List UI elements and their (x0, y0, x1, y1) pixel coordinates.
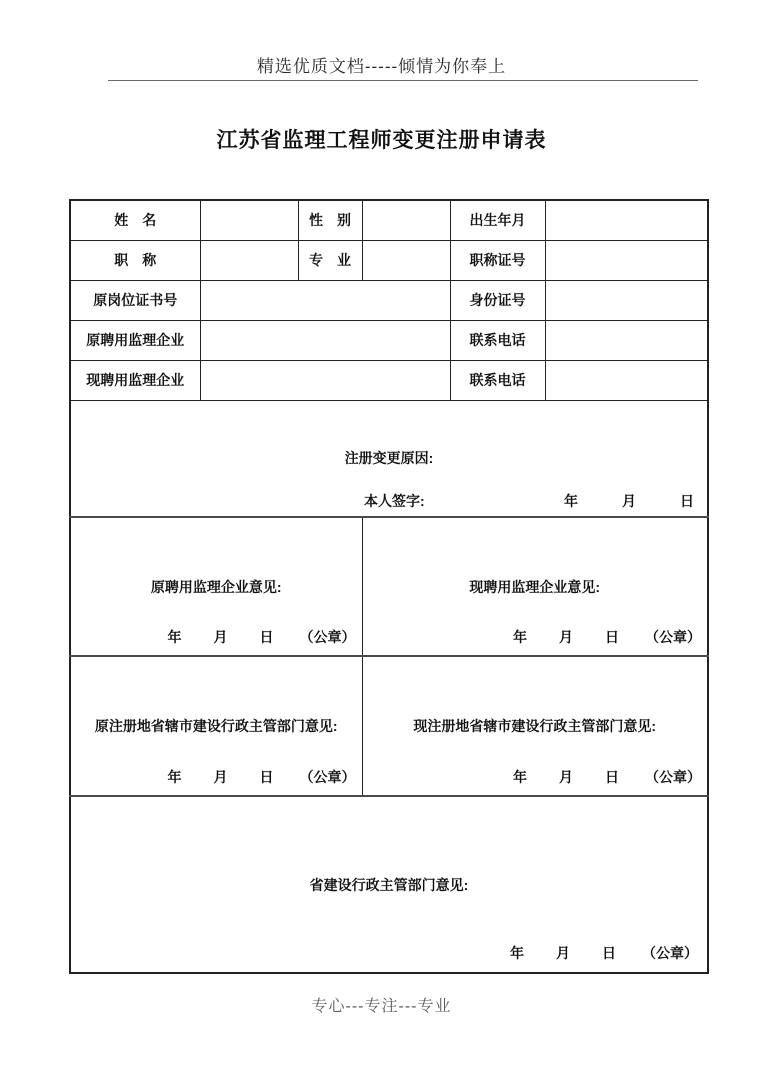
current-employer-phone-value-cell (545, 360, 708, 400)
major-label: 专 业 (298, 240, 362, 280)
row-employer-opinions (70, 517, 708, 656)
signature-label: 本人签字: (364, 493, 425, 509)
name-label: 姓 名 (70, 200, 200, 240)
row-city-authority-opinions (70, 656, 708, 796)
original-city-authority-date-line (168, 767, 356, 787)
current-employer-label: 现聘用监理企业 (70, 360, 200, 400)
row-original-employer (70, 320, 708, 360)
month-label: 月 (213, 769, 228, 785)
seal-label: （公章） (299, 769, 356, 785)
month-label: 月 (559, 629, 573, 645)
birthdate-label: 出生年月 (450, 200, 545, 240)
title-cert-number-value-cell (545, 240, 708, 280)
site-footer-text: 专心---专注---专业 (311, 998, 452, 1015)
seal-label: （公章） (645, 629, 701, 645)
year-label: 年 (513, 769, 527, 785)
id-number-value-cell (545, 280, 708, 320)
day-label: 日 (605, 769, 619, 785)
application-form-table (69, 199, 709, 974)
day-label: 日 (259, 629, 274, 645)
header-divider-line (108, 80, 698, 81)
year-label: 年 (167, 769, 182, 785)
row-name-gender-birth (70, 200, 708, 240)
current-employer-value-cell (200, 360, 450, 400)
day-label: 日 (602, 945, 616, 961)
current-employer-date-line (513, 627, 701, 647)
gender-label: 性 别 (298, 200, 362, 240)
original-post-cert-value-cell (200, 280, 450, 320)
original-employer-phone-value-cell (545, 320, 708, 360)
day-label: 日 (259, 769, 274, 785)
page-title: 江苏省监理工程师变更注册申请表 (216, 129, 547, 152)
day-label: 日 (680, 493, 694, 509)
year-label: 年 (564, 493, 578, 509)
original-employer-label: 原聘用监理企业 (70, 320, 200, 360)
title-cert-number-label: 职称证号 (450, 240, 545, 280)
current-employer-opinion-cell (362, 517, 708, 656)
id-number-label: 身份证号 (450, 280, 545, 320)
month-label: 月 (622, 493, 636, 509)
provincial-authority-opinion-cell (70, 796, 708, 973)
month-label: 月 (559, 769, 573, 785)
provincial-authority-opinion-label: 省建设行政主管部门意见: (309, 876, 469, 893)
provincial-authority-date-line (510, 943, 698, 963)
month-label: 月 (556, 945, 570, 961)
year-label: 年 (167, 629, 182, 645)
original-employer-opinion-label: 原聘用监理企业意见: (150, 578, 282, 595)
original-post-cert-label: 原岗位证书号 (70, 280, 200, 320)
row-provincial-authority-opinion (70, 796, 708, 973)
original-employer-phone-label: 联系电话 (450, 320, 545, 360)
original-employer-opinion-cell (70, 517, 362, 656)
major-value-cell (362, 240, 450, 280)
site-header-text: 精选优质文档-----倾情为你奉上 (256, 57, 507, 76)
change-reason-label: 注册变更原因: (344, 450, 434, 467)
row-current-employer (70, 360, 708, 400)
professional-title-label: 职 称 (70, 240, 200, 280)
current-city-authority-opinion-label: 现注册地省辖市建设行政主管部门意见: (413, 718, 657, 734)
year-label: 年 (510, 945, 524, 961)
day-label: 日 (605, 629, 619, 645)
row-title-major-cert (70, 240, 708, 280)
original-city-authority-opinion-cell (70, 656, 362, 796)
name-value-cell (200, 200, 298, 240)
professional-title-value-cell (200, 240, 298, 280)
row-change-reason (70, 400, 708, 517)
signature-line (364, 491, 694, 511)
year-label: 年 (513, 629, 527, 645)
original-city-authority-opinion-label: 原注册地省辖市建设行政主管部门意见: (94, 718, 338, 734)
month-label: 月 (213, 629, 228, 645)
original-employer-value-cell (200, 320, 450, 360)
signature-date-group (564, 491, 694, 511)
current-city-authority-opinion-cell (362, 656, 708, 796)
seal-label: （公章） (645, 769, 701, 785)
birthdate-value-cell (545, 200, 708, 240)
row-post-cert-id (70, 280, 708, 320)
original-employer-date-line (168, 627, 356, 647)
seal-label: （公章） (642, 945, 698, 961)
seal-label: （公章） (299, 629, 356, 645)
current-employer-opinion-label: 现聘用监理企业意见: (469, 578, 601, 595)
current-city-authority-date-line (513, 767, 701, 787)
change-reason-cell (70, 400, 708, 517)
gender-value-cell (362, 200, 450, 240)
current-employer-phone-label: 联系电话 (450, 360, 545, 400)
